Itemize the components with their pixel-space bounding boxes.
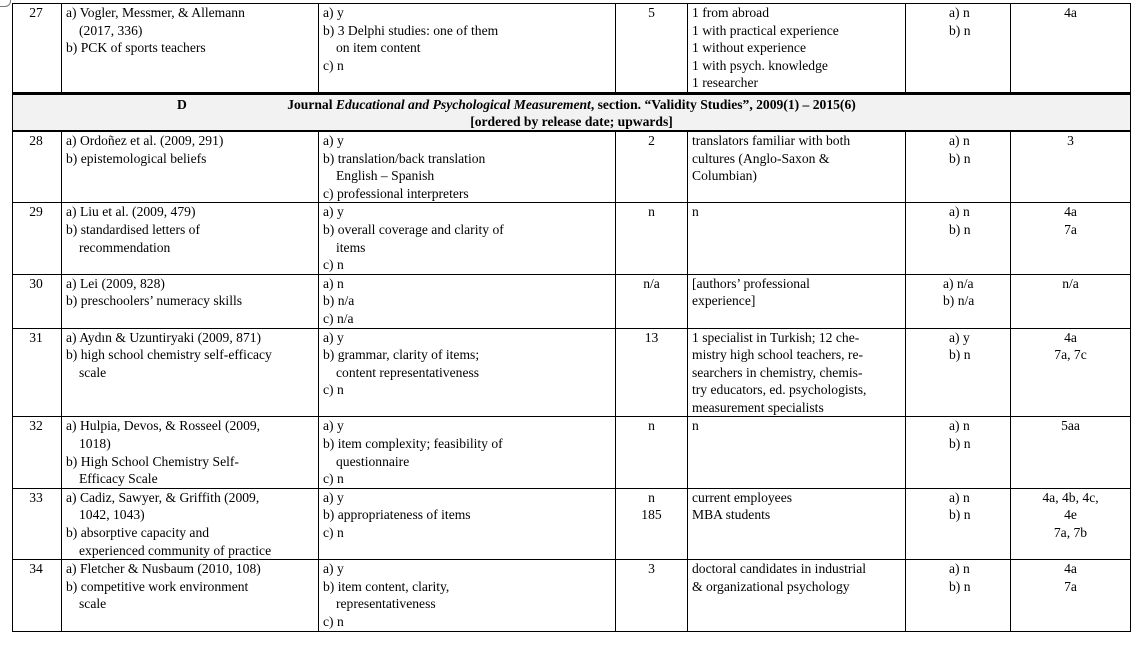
study-cell-line: 1018) [79, 436, 111, 452]
expert-review-cell [319, 488, 616, 559]
study-cell-line: b) absorptive capacity and [66, 525, 210, 541]
study-cell-line: recommendation [79, 239, 171, 255]
expert-background-cell-line: current employees [692, 489, 793, 505]
expert-review-cell-line: c) n [323, 57, 344, 73]
expert-background-cell-line: 1 researcher [692, 75, 759, 91]
expert-review-cell-line: c) n [323, 525, 344, 541]
yes-no-cell-line: b) n [949, 507, 971, 523]
expert-background-cell-line: translators familiar with both [692, 132, 851, 148]
expert-background-cell-line: Columbian) [692, 168, 757, 184]
expert-review-cell-line: on item content [336, 40, 421, 56]
expert-count-cell [616, 203, 688, 274]
expert-background-cell-line: [authors’ professional [692, 275, 810, 291]
table-row [13, 328, 1131, 417]
section-journal-name: Educational and Psychological Measurement [335, 96, 591, 112]
row-number: 34 [13, 560, 62, 631]
expert-review-cell-line: items [336, 239, 366, 255]
study-cell-line: experienced community of practice [79, 542, 272, 558]
study-cell [62, 274, 319, 328]
expert-review-cell-line: representativeness [336, 596, 436, 612]
expert-count-cell [616, 560, 688, 631]
expert-review-cell-line: a) y [323, 489, 344, 505]
expert-background-cell [688, 4, 906, 94]
expert-review-cell [319, 203, 616, 274]
expert-background-cell-line: 1 specialist in Turkish; 12 che- [692, 329, 860, 345]
yes-no-cell-line: a) n [949, 489, 970, 505]
study-cell [62, 328, 319, 417]
expert-count-cell-line: n/a [643, 275, 660, 291]
row-number: 28 [13, 131, 62, 203]
expert-count-cell-line: n [648, 418, 655, 434]
expert-review-cell-line: a) y [323, 561, 344, 577]
study-cell-line: b) competitive work environment [66, 578, 249, 594]
study-cell [62, 131, 319, 203]
expert-review-cell-line: b) grammar, clarity of items; [323, 347, 480, 363]
expert-background-cell-line: & organizational psychology [692, 578, 850, 594]
expert-count-cell [616, 417, 688, 488]
yes-no-cell-line: b) n [949, 22, 971, 38]
code-cell [1011, 131, 1131, 203]
code-cell [1011, 274, 1131, 328]
section-header-body [13, 93, 1131, 131]
row-number: 31 [13, 328, 62, 417]
code-cell [1011, 4, 1131, 94]
section-subtitle: [ordered by release date; upwards] [470, 113, 673, 129]
expert-review-cell [319, 417, 616, 488]
study-cell [62, 417, 319, 488]
expert-review-cell-line: c) professional interpreters [323, 185, 469, 201]
expert-review-cell-line: b) appropriateness of items [323, 507, 471, 523]
yes-no-cell [906, 4, 1011, 94]
code-cell-line: 7a [1064, 221, 1077, 237]
table-row [13, 488, 1131, 559]
expert-background-cell-line: doctoral candidates in industrial [692, 561, 867, 577]
study-cell-line: a) Aydın & Uzuntiryaki (2009, 871) [66, 329, 262, 345]
section-header-cell [13, 93, 1131, 131]
yes-no-cell-line: a) n [949, 561, 970, 577]
expert-review-cell-line: b) 3 Delphi studies: one of them [323, 22, 499, 38]
table-body-top [13, 4, 1131, 94]
yes-no-cell [906, 328, 1011, 417]
yes-no-cell-line: a) n [949, 204, 970, 220]
expert-count-cell [616, 488, 688, 559]
study-cell-line: b) standardised letters of [66, 221, 201, 237]
expert-count-cell [616, 131, 688, 203]
expert-review-cell-line: a) y [323, 132, 344, 148]
study-cell-line: (2017, 336) [79, 22, 143, 38]
study-cell-line: a) Liu et al. (2009, 479) [66, 204, 196, 220]
yes-no-cell-line: a) y [949, 329, 970, 345]
table-row [13, 131, 1131, 203]
expert-background-cell-line: 1 without experience [692, 40, 806, 56]
section-header-row [13, 93, 1131, 131]
expert-background-cell-line: 1 with practical experience [692, 22, 839, 38]
expert-background-cell-line: n [692, 204, 699, 220]
study-cell-line: b) PCK of sports teachers [66, 40, 206, 56]
expert-review-cell-line: b) overall coverage and clarity of [323, 221, 504, 237]
document-page [12, 3, 1131, 632]
study-cell-line: a) Fletcher & Nusbaum (2010, 108) [66, 561, 261, 577]
yes-no-cell-line: a) n/a [943, 275, 974, 291]
yes-no-cell [906, 274, 1011, 328]
expert-background-cell [688, 131, 906, 203]
code-cell-line: 4a [1064, 204, 1077, 220]
yes-no-cell-line: a) n [949, 418, 970, 434]
row-number: 33 [13, 488, 62, 559]
expert-review-cell-line: b) translation/back translation [323, 150, 486, 166]
expert-background-cell-line: experience] [692, 293, 756, 309]
expert-review-cell-line: a) y [323, 418, 344, 434]
expert-review-cell-line: c) n [323, 382, 344, 398]
table-row [13, 417, 1131, 488]
expert-review-cell-line: questionnaire [336, 453, 410, 469]
study-cell-line: a) Cadiz, Sawyer, & Griffith (2009, [66, 489, 260, 505]
study-cell [62, 488, 319, 559]
code-cell-line: 4a, 4b, 4c, [1042, 489, 1099, 505]
expert-review-cell-line: b) n/a [323, 293, 355, 309]
expert-count-cell [616, 274, 688, 328]
study-cell-line: scale [79, 364, 107, 380]
expert-review-cell [319, 560, 616, 631]
study-cell-line: a) Hulpia, Devos, & Rosseel (2009, [66, 418, 261, 434]
table-row [13, 4, 1131, 94]
table-row [13, 274, 1131, 328]
yes-no-cell-line: b) n [949, 578, 971, 594]
study-cell-line: a) Lei (2009, 828) [66, 275, 165, 291]
expert-review-cell-line: a) y [323, 204, 344, 220]
expert-count-cell [616, 4, 688, 94]
row-number: 30 [13, 274, 62, 328]
code-cell-line: 4e [1064, 507, 1077, 523]
code-cell-line: 3 [1067, 132, 1074, 148]
expert-review-cell-line: b) item complexity; feasibility of [323, 436, 503, 452]
expert-review-cell-line: c) n [323, 257, 344, 273]
expert-review-cell-line: c) n [323, 614, 344, 629]
expert-background-cell-line: try educators, ed. psychologists, [692, 382, 867, 398]
expert-count-cell-line: 5 [648, 5, 655, 20]
study-cell-line: scale [79, 596, 107, 612]
yes-no-cell-line: a) n [949, 5, 970, 20]
code-cell-line: n/a [1062, 275, 1079, 291]
expert-review-cell-line: c) n [323, 471, 344, 487]
table-row [13, 560, 1131, 631]
yes-no-cell-line: b) n [949, 221, 971, 237]
expert-review-cell [319, 4, 616, 94]
expert-background-cell-line: mistry high school teachers, re- [692, 347, 864, 363]
row-number: 27 [13, 4, 62, 94]
yes-no-cell [906, 488, 1011, 559]
code-cell [1011, 203, 1131, 274]
expert-review-cell-line: b) item content, clarity, [323, 578, 450, 594]
expert-background-cell-line: 1 with psych. knowledge [692, 57, 828, 73]
expert-background-cell [688, 488, 906, 559]
expert-review-cell [319, 274, 616, 328]
expert-review-cell-line: English – Spanish [336, 168, 435, 184]
study-cell-line: a) Ordoñez et al. (2009, 291) [66, 132, 224, 148]
decorative-corner-fragment [0, 0, 11, 7]
yes-no-cell [906, 417, 1011, 488]
study-cell [62, 203, 319, 274]
expert-count-cell-line: 3 [648, 561, 655, 577]
expert-background-cell [688, 274, 906, 328]
expert-background-cell-line: n [692, 418, 699, 434]
expert-count-cell [616, 328, 688, 417]
code-cell-line: 7a [1064, 578, 1077, 594]
code-cell-line: 4a [1064, 329, 1077, 345]
row-number: 32 [13, 417, 62, 488]
yes-no-cell-line: b) n [949, 150, 971, 166]
yes-no-cell-line: b) n/a [943, 293, 975, 309]
expert-count-cell-line: 13 [644, 329, 659, 345]
study-cell-line: a) Vogler, Messmer, & Allemann [66, 5, 245, 20]
yes-no-cell-line: b) n [949, 436, 971, 452]
yes-no-cell [906, 203, 1011, 274]
expert-review-cell-line: c) n/a [323, 310, 354, 326]
expert-review-cell-line: a) n [323, 275, 344, 291]
expert-review-cell [319, 131, 616, 203]
expert-background-cell [688, 560, 906, 631]
validity-studies-table [12, 3, 1131, 632]
study-cell-line: b) high school chemistry self-efficacy [66, 347, 272, 363]
yes-no-cell [906, 131, 1011, 203]
code-cell-line: 5aa [1061, 418, 1080, 434]
expert-background-cell-line: MBA students [692, 507, 771, 523]
expert-background-cell [688, 203, 906, 274]
expert-review-cell-line: a) y [323, 329, 344, 345]
yes-no-cell-line: b) n [949, 347, 971, 363]
code-cell-line: 4a [1064, 5, 1077, 20]
expert-background-cell-line: 1 from abroad [692, 5, 770, 20]
code-cell [1011, 488, 1131, 559]
expert-review-cell-line: a) y [323, 5, 344, 20]
code-cell-line: 7a, 7b [1053, 525, 1088, 541]
expert-background-cell [688, 417, 906, 488]
study-cell-line: b) preschoolers’ numeracy skills [66, 293, 243, 309]
expert-review-cell-line: content representativeness [336, 364, 480, 380]
study-cell [62, 4, 319, 94]
study-cell-line: b) epistemological beliefs [66, 150, 207, 166]
table-row [13, 203, 1131, 274]
section-suffix: , section. “Validity Studies”, 2009(1) – 2015(6) [590, 96, 856, 112]
study-cell-line: b) High School Chemistry Self- [66, 453, 239, 469]
expert-count-cell-line: n [648, 204, 655, 220]
code-cell-line: 4a [1064, 561, 1077, 577]
section-letter: D [177, 96, 187, 112]
code-cell-line: 7a, 7c [1054, 347, 1087, 363]
expert-count-cell-line: 2 [648, 132, 655, 148]
expert-review-cell [319, 328, 616, 417]
expert-count-cell-line: n [648, 489, 655, 505]
table-body-main [13, 131, 1131, 631]
expert-background-cell-line: searchers in chemistry, chemis- [692, 364, 863, 380]
expert-count-cell-line: 185 [641, 507, 662, 523]
study-cell [62, 560, 319, 631]
code-cell [1011, 417, 1131, 488]
expert-background-cell [688, 328, 906, 417]
section-prefix: Journal [287, 96, 336, 112]
row-number: 29 [13, 203, 62, 274]
expert-background-cell-line: cultures (Anglo-Saxon & [692, 150, 830, 166]
study-cell-line: 1042, 1043) [79, 507, 145, 523]
yes-no-cell [906, 560, 1011, 631]
study-cell-line: Efficacy Scale [79, 471, 158, 487]
expert-background-cell-line: measurement specialists [692, 399, 824, 415]
code-cell [1011, 560, 1131, 631]
code-cell [1011, 328, 1131, 417]
yes-no-cell-line: a) n [949, 132, 970, 148]
